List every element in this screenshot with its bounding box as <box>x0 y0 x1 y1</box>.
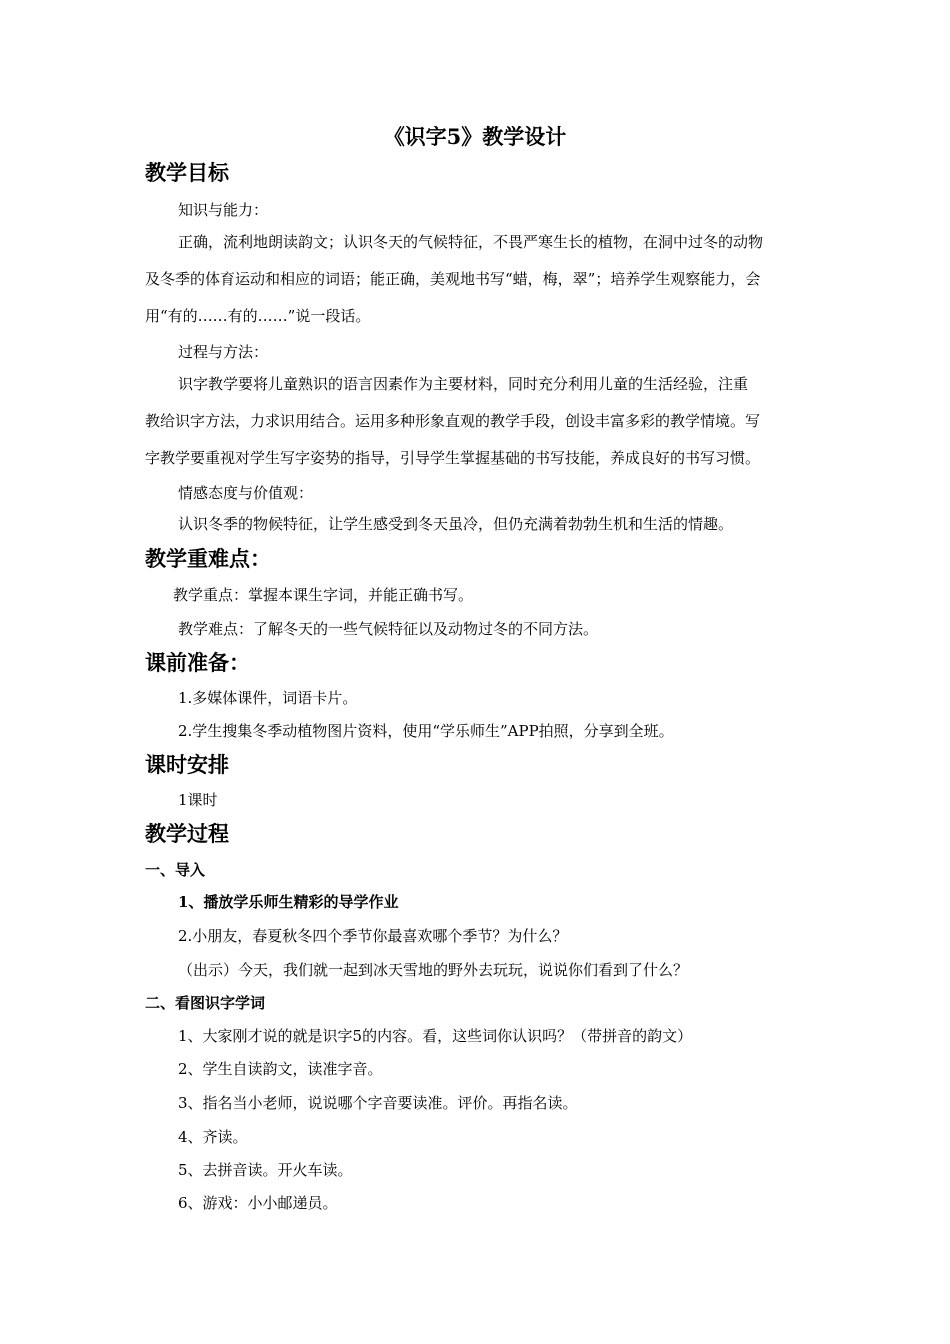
knowledge-label: 知识与能力： <box>178 201 269 219</box>
process-line-3: 字教学要重视对学生写字姿势的指导，引导学生掌握基础的书写技能，养成良好的书写习惯。 <box>145 449 761 467</box>
document-title: 《识字5》教学设计 <box>383 124 567 149</box>
heading-teaching-process: 教学过程 <box>145 821 229 846</box>
heading-key-points: 教学重难点： <box>145 546 271 571</box>
emotion-line-1: 认识冬季的物候特征，让学生感受到冬天虽冷，但仍充满着勃勃生机和生活的情趣。 <box>178 515 734 533</box>
part2-item-5: 5、去拼音读。开火车读。 <box>178 1161 353 1179</box>
difficult-point: 教学难点：了解冬天的一些气候特征以及动物过冬的不同方法。 <box>178 620 599 638</box>
part2-item-2: 2、学生自读韵文，读准字音。 <box>178 1060 383 1078</box>
knowledge-line-1: 正确，流利地朗读韵文；认识冬天的气候特征，不畏严寒生长的植物，在洞中过冬的动物 <box>178 233 764 251</box>
schedule-value: 1课时 <box>178 791 218 809</box>
part1-item-1: 1、播放学乐师生精彩的导学作业 <box>178 893 399 911</box>
part1-heading: 一、导入 <box>145 861 206 879</box>
prep-item-2: 2.学生搜集冬季动植物图片资料，使用“学乐师生”APP拍照，分享到全班。 <box>178 722 674 740</box>
part2-item-3: 3、指名当小老师，说说哪个字音要读准。评价。再指名读。 <box>178 1094 578 1112</box>
part2-heading: 二、看图识字学词 <box>145 994 266 1012</box>
process-line-2: 教给识字方法，力求识用结合。运用多种形象直观的教学手段，创设丰富多彩的教学情境。写 <box>145 412 761 430</box>
heading-schedule: 课时安排 <box>145 752 229 777</box>
knowledge-line-2: 及冬季的体育运动和相应的词语；能正确，美观地书写“蜡，梅，翠”；培养学生观察能力，会 <box>145 270 761 288</box>
process-label: 过程与方法： <box>178 343 269 361</box>
emotion-label: 情感态度与价值观： <box>178 484 314 502</box>
part1-item-2: 2.小朋友，春夏秋冬四个季节你最喜欢哪个季节？为什么？ <box>178 927 568 945</box>
heading-preparation: 课前准备： <box>145 650 250 675</box>
knowledge-line-3: 用“有的……有的……”说一段话。 <box>145 307 371 325</box>
key-point: 教学重点：掌握本课生字词，并能正确书写。 <box>173 586 474 604</box>
heading-teaching-goals: 教学目标 <box>145 160 229 185</box>
part1-item-3: （出示）今天，我们就一起到冰天雪地的野外去玩玩，说说你们看到了什么？ <box>178 961 689 979</box>
prep-item-1: 1.多媒体课件，词语卡片。 <box>178 689 358 707</box>
process-line-1: 识字教学要将儿童熟识的语言因素作为主要材料，同时充分利用儿童的生活经验，注重 <box>178 375 749 393</box>
part2-item-4: 4、齐读。 <box>178 1128 248 1146</box>
part2-item-1: 1、大家刚才说的就是识字5的内容。看，这些词你认识吗？（带拼音的韵文） <box>178 1027 693 1045</box>
part2-item-6: 6、游戏：小小邮递员。 <box>178 1194 338 1212</box>
